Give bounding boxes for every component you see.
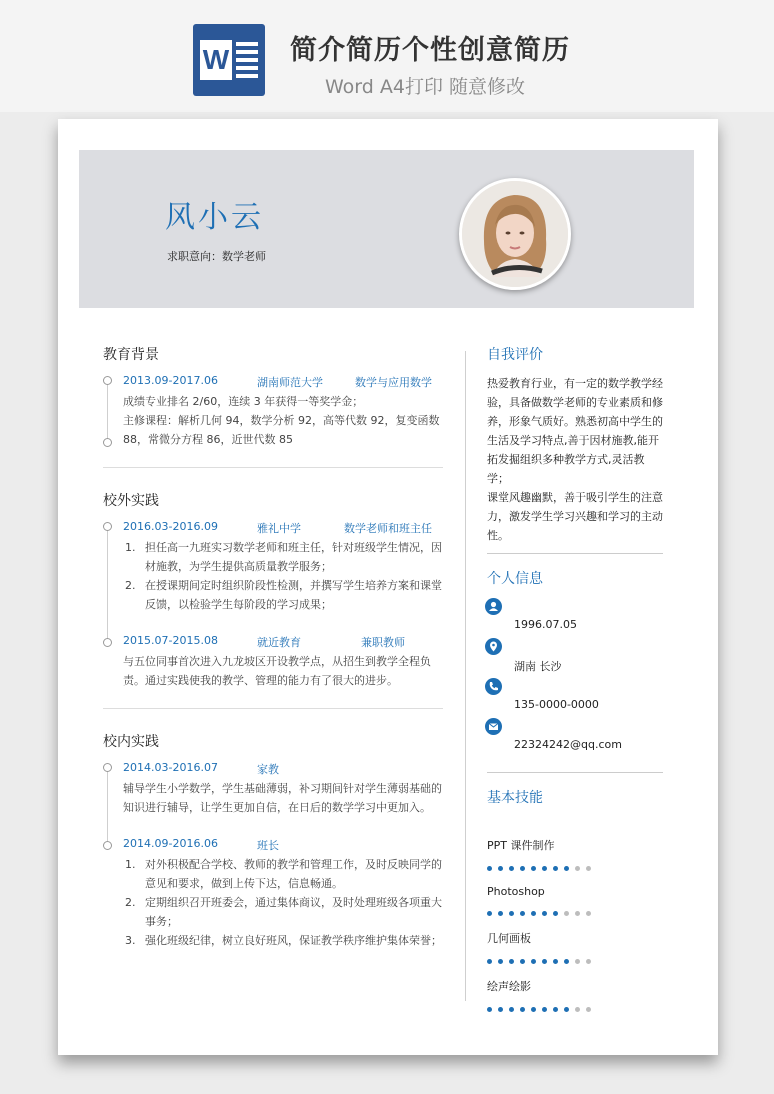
internal-block	[103, 761, 443, 950]
entry-header	[123, 374, 443, 392]
entry-period: 2014.03-2016.07	[123, 761, 218, 774]
entry-line: 88，常微分方程 86，近世代数 85	[123, 433, 293, 446]
skill-dot-empty	[575, 1007, 580, 1012]
right-column	[487, 344, 663, 1026]
skill-item	[487, 930, 663, 968]
section-divider	[487, 553, 663, 554]
skill-dot-empty	[586, 959, 591, 964]
skill-item	[487, 978, 663, 1016]
section-title-self-eval: 自我评价	[487, 347, 543, 363]
skill-dot-filled	[498, 959, 503, 964]
skill-dot-filled	[531, 959, 536, 964]
skill-dot-filled	[487, 911, 492, 916]
skill-dot-empty	[575, 959, 580, 964]
entry-org: 班长	[257, 839, 279, 852]
list-item: 1. 对外积极配合学校、教师的教学和管理工作，及时反映同学的 意见和要求，做到上传下达，信息畅通。	[125, 858, 442, 890]
info-birthday: 1996.07.05	[487, 598, 663, 638]
entry-line: 主修课程：解析几何 94，数学分析 92，高等代数 92，复变函数	[123, 414, 440, 427]
skill-level	[487, 949, 663, 968]
skill-dot-filled	[487, 866, 492, 871]
skill-dot-filled	[542, 1007, 547, 1012]
skill-dot-filled	[553, 911, 558, 916]
info-email: 22324242@qq.com	[487, 718, 663, 758]
entry-org: 家教	[257, 763, 279, 776]
section-title-education: 教育背景	[103, 347, 159, 363]
entry-line: 成绩专业排名 2/60，连续 3 年获得一等奖学金；	[123, 395, 364, 408]
skill-dot-filled	[564, 1007, 569, 1012]
skill-label: 几何画板	[487, 932, 531, 945]
skill-item	[487, 885, 663, 920]
list-item: 2. 在授课期间定时组织阶段性检测，并撰写学生培养方案和课堂 反馈，以检验学生每阶段的学习成果；	[125, 579, 442, 611]
resume-page	[58, 119, 718, 1055]
entry-line: 辅导学生小学数学，学生基础薄弱，补习期间针对学生薄弱基础的	[123, 782, 442, 795]
entry-line: 知识进行辅导，让学生更加自信，在日后的数学学习中更加入。	[123, 801, 431, 814]
mail-icon	[485, 718, 502, 735]
skill-dot-filled	[498, 866, 503, 871]
skill-dot-filled	[553, 866, 558, 871]
duty-list	[123, 855, 443, 950]
entry-header	[123, 837, 443, 855]
skill-level	[487, 901, 663, 920]
skill-dot-filled	[531, 1007, 536, 1012]
external-block	[103, 520, 443, 690]
skill-dot-filled	[542, 959, 547, 964]
skill-dot-filled	[520, 866, 525, 871]
section-divider	[103, 467, 443, 468]
list-item: 3. 强化班级纪律，树立良好班风，保证教学秩序维护集体荣誉；	[125, 934, 442, 947]
skill-dot-filled	[487, 959, 492, 964]
entry-role: 数学老师和班主任	[344, 522, 432, 535]
entry-period: 2015.07-2015.08	[123, 634, 218, 647]
skill-dot-empty	[575, 866, 580, 871]
profile-photo	[459, 178, 571, 290]
skill-dot-filled	[509, 1007, 514, 1012]
section-title-external: 校外实践	[103, 493, 159, 509]
location-icon	[485, 638, 502, 655]
info-location: 湖南 长沙	[487, 638, 663, 678]
skill-item	[487, 837, 663, 875]
entry-period: 2014.09-2016.06	[123, 837, 218, 850]
section-divider	[487, 772, 663, 773]
skill-dot-empty	[586, 911, 591, 916]
skill-dot-filled	[542, 911, 547, 916]
entry-period: 2016.03-2016.09	[123, 520, 218, 533]
skill-dot-filled	[498, 1007, 503, 1012]
skill-dot-filled	[531, 911, 536, 916]
section-title-skills: 基本技能	[487, 790, 543, 806]
skill-level	[487, 856, 663, 875]
skill-dot-filled	[553, 959, 558, 964]
skill-dot-filled	[487, 1007, 492, 1012]
header-bar	[0, 0, 774, 112]
entry-header	[123, 761, 443, 779]
section-divider	[103, 708, 443, 709]
list-item: 2. 定期组织召开班委会，通过集体商议，及时处理班级各项重大 事务；	[125, 896, 442, 928]
header-title: 简介简历个性创意简历	[290, 35, 570, 66]
skill-dot-filled	[564, 866, 569, 871]
entry-org: 湖南师范大学	[257, 376, 323, 389]
entry-org: 就近教育	[257, 636, 301, 649]
skill-dot-filled	[509, 866, 514, 871]
skill-dot-filled	[553, 1007, 558, 1012]
skill-dot-filled	[531, 866, 536, 871]
person-icon	[485, 598, 502, 615]
skill-dot-filled	[564, 959, 569, 964]
section-title-internal: 校内实践	[103, 734, 159, 750]
entry-role: 兼职教师	[361, 636, 405, 649]
skill-dot-empty	[586, 866, 591, 871]
skill-label: PPT 课件制作	[487, 839, 555, 852]
job-objective: 求职意向：数学老师	[167, 250, 266, 263]
entry-header	[123, 634, 443, 652]
education-block	[103, 374, 443, 449]
section-title-personal: 个人信息	[487, 571, 543, 587]
phone-icon	[485, 678, 502, 695]
skill-dot-filled	[498, 911, 503, 916]
skill-dot-filled	[520, 1007, 525, 1012]
skill-dot-filled	[509, 911, 514, 916]
skill-label: 绘声绘影	[487, 980, 531, 993]
entry-header	[123, 520, 443, 538]
entry-role: 数学与应用数学	[355, 376, 432, 389]
skill-dot-filled	[509, 959, 514, 964]
left-column	[103, 344, 443, 950]
word-icon-letter: W	[200, 40, 232, 80]
entry-org: 雅礼中学	[257, 522, 301, 535]
skill-dot-empty	[586, 1007, 591, 1012]
skill-dot-filled	[520, 911, 525, 916]
profile-banner	[79, 150, 694, 308]
header-subtitle: Word A4打印 随意修改	[325, 76, 526, 98]
entry-line: 与五位同事首次进入九龙坡区开设教学点，从招生到教学全程负	[123, 655, 431, 668]
entry-line: 责。通过实践使我的教学、管理的能力有了很大的进步。	[123, 674, 398, 687]
duty-list	[123, 538, 443, 614]
info-phone: 135-0000-0000	[487, 678, 663, 718]
skill-dot-empty	[564, 911, 569, 916]
skill-level	[487, 997, 663, 1016]
self-eval-text: 热爱教育行业，有一定的数学教学经 验，具备做数学老师的专业素质和修 养，形象气质好。熟悉初高中学生的 生活及学习特点,善于因材施教,能开 拓发掘组织多种教学方式,灵活教学； 课堂风趣幽默，善于吸引学生的注意 力，激发学生学习兴趣和学习的主动 性。	[487, 377, 663, 542]
entry-period: 2013.09-2017.06	[123, 374, 218, 387]
skill-dot-empty	[575, 911, 580, 916]
skill-dot-filled	[542, 866, 547, 871]
person-name: 风小云	[165, 200, 264, 235]
skill-label: Photoshop	[487, 885, 545, 898]
skill-dot-filled	[520, 959, 525, 964]
word-icon	[193, 24, 265, 96]
list-item: 1. 担任高一九班实习数学老师和班主任，针对班级学生情况，因 材施教，为学生提供高质量教学服务；	[125, 541, 442, 573]
column-divider	[465, 351, 466, 1001]
skills-list	[487, 837, 663, 1016]
